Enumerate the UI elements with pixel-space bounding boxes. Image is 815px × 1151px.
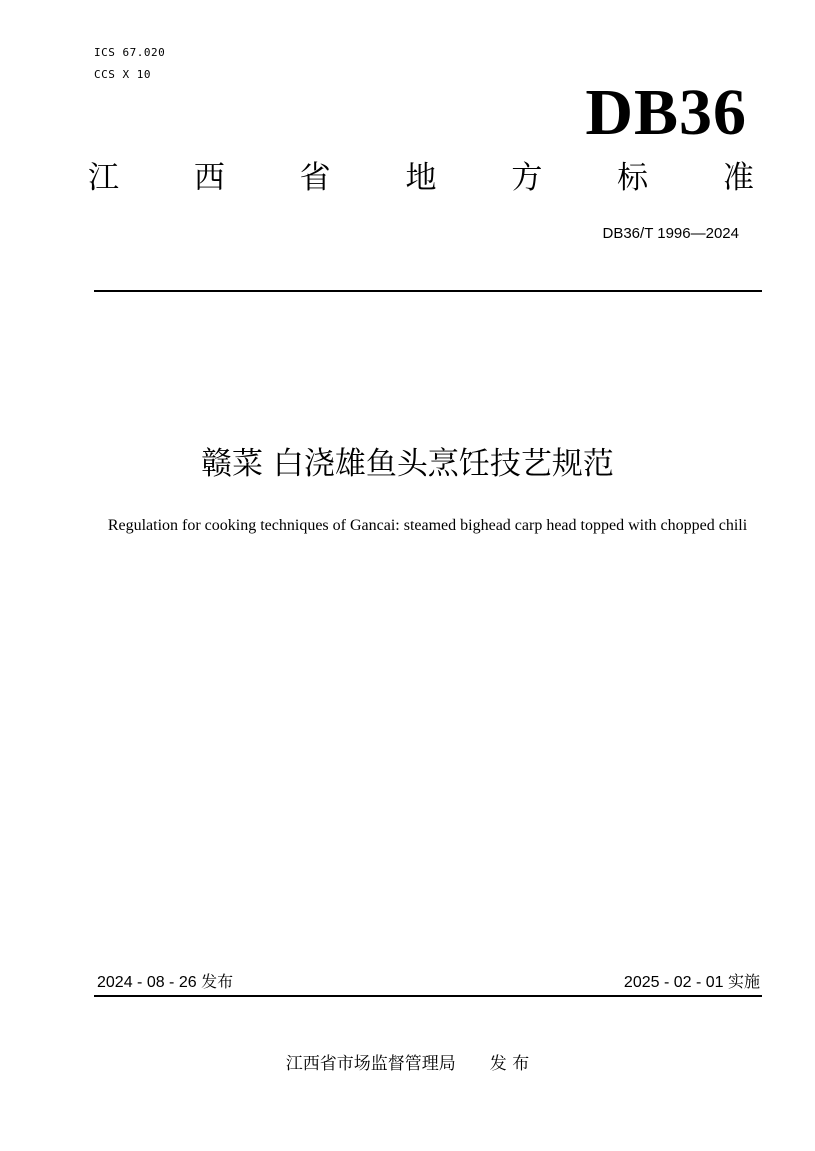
implementation-date: 2025 - 02 - 01 实施 xyxy=(623,974,760,991)
standard-kind-char: 准 xyxy=(722,160,754,196)
standard-kind-char: 江 xyxy=(88,160,119,196)
standard-kind-char: 地 xyxy=(405,160,437,196)
standard-code-logo: DB36 xyxy=(585,76,747,149)
standard-kind-char: 标 xyxy=(617,160,649,196)
issuer-action: 发 布 xyxy=(489,1054,530,1074)
standard-kind-char: 省 xyxy=(299,160,331,196)
standard-number: DB36/T 1996—2024 xyxy=(602,225,739,242)
ccs-code: CCS X 10 xyxy=(94,68,151,81)
standard-kind-heading xyxy=(88,156,754,200)
top-divider xyxy=(94,290,762,292)
classification-codes xyxy=(94,42,165,86)
ics-code: ICS 67.020 xyxy=(94,46,166,59)
bottom-divider xyxy=(94,995,762,997)
chinese-title: 赣菜 白浇雄鱼头烹饪技艺规范 xyxy=(201,446,614,482)
issuer-name: 江西省市场监督管理局 xyxy=(285,1054,456,1074)
issuer-line xyxy=(0,1051,815,1077)
standard-kind-char: 方 xyxy=(511,160,543,196)
issue-date: 2024 - 08 - 26 发布 xyxy=(97,974,234,991)
standard-kind-char: 西 xyxy=(193,160,225,196)
english-title: Regulation for cooking techniques of Gancai: steamed bighead carp head topped with chopped chili xyxy=(107,517,748,534)
